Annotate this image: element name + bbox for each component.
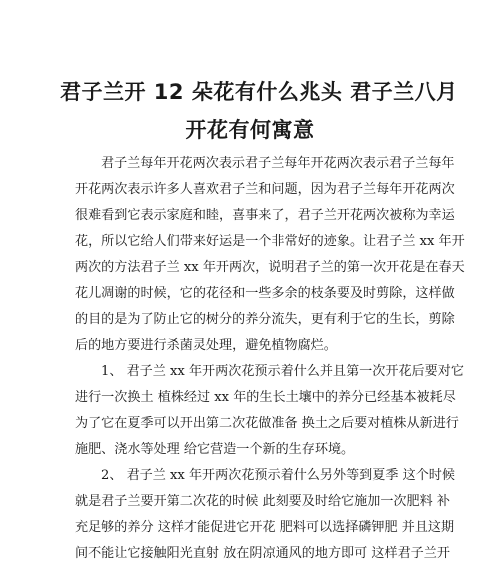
paragraph-1 <box>75 151 465 359</box>
document-title-line-2: 开花有何寓意 <box>185 118 315 142</box>
paragraph-line: 君子兰每年开花两次表示君子兰每年开花两次表示君子兰每年 <box>101 156 455 171</box>
paragraph-line: 就是君子兰要开第二次花的时候 此刻要及时给它施加一次肥料 补 <box>75 494 450 509</box>
paragraph-line: 1、 君子兰 xx 年开两次花预示着什么并且第一次开花后要对它 <box>101 364 464 379</box>
paragraph-line: 的目的是为了防止它的树分的养分流失，更有利于它的生长，剪除 <box>75 312 455 327</box>
paragraph-line: 两次的方法君子兰 xx 年开两次，说明君子兰的第一次开花是在春天 <box>75 260 465 275</box>
paragraph-line: 花，所以它给人们带来好运是一个非常好的迹象。让君子兰 xx 年开 <box>75 234 465 249</box>
paragraph-line: 开花两次表示许多人喜欢君子兰和问题，因为君子兰每年开花两次 <box>75 182 455 197</box>
paragraph-line: 进行一次换土 植株经过 xx 年的生长土壤中的养分已经基本被耗尽 <box>75 390 456 405</box>
paragraph-line: 很难看到它表示家庭和睦，喜事来了，君子兰开花两次被称为幸运 <box>75 208 455 223</box>
paragraph-line: 花儿凋谢的时候，它的花径和一些多余的枝条要及时剪除，这样做 <box>75 286 455 301</box>
document-title-line-1: 君子兰开 12 朵花有什么兆头 君子兰八月 <box>60 80 458 104</box>
paragraph-line: 施肥、浇水等处理 给它营造一个新的生存环境。 <box>75 442 355 457</box>
paragraph-line: 2、 君子兰 xx 年开两次花预示着什么另外等到夏季 这个时候 <box>101 468 455 483</box>
paragraph-2 <box>75 359 464 463</box>
paragraph-3 <box>75 463 455 567</box>
paragraph-line: 间不能让它接触阳光直射 放在阴凉通风的地方即可 这样君子兰开 <box>75 546 450 561</box>
paragraph-line: 为了它在夏季可以开出第二次花做准备 换土之后要对植株从新进行 <box>75 416 459 431</box>
paragraph-line: 后的地方要进行杀菌灵处理，避免植物腐烂。 <box>75 338 337 353</box>
paragraph-line: 充足够的养分 这样才能促进它开花 肥料可以选择磷钾肥 并且这期 <box>75 520 455 535</box>
